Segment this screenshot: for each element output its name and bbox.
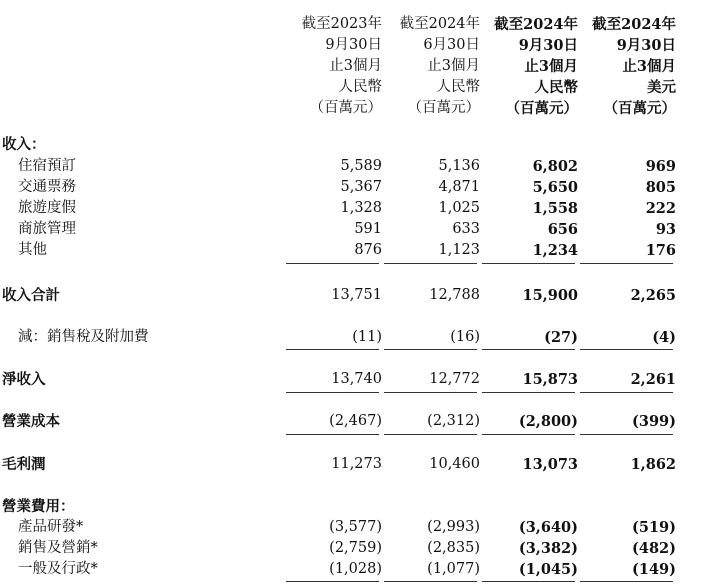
row-label: 住宿預訂 [18, 158, 76, 174]
cell-value: 13,740 [331, 371, 382, 387]
column-header-line: 9月30日 [325, 37, 382, 53]
column-header-line: 人民幣 [436, 79, 480, 95]
column-header-line: 止3個月 [524, 58, 578, 75]
subtotal-rule [482, 349, 575, 350]
row-label: 淨收入 [2, 371, 46, 388]
cell-value: 176 [645, 242, 676, 259]
column-header-line: 美元 [647, 79, 676, 96]
row-label: 營業成本 [2, 413, 60, 430]
table-row-total-revenue [0, 285, 704, 306]
cell-value: (11) [352, 329, 382, 345]
cell-value: 2,265 [630, 287, 676, 304]
column-header-line: （百萬元） [603, 100, 676, 117]
column-header-line: （百萬元） [407, 100, 480, 116]
subtotal-rule [384, 581, 477, 582]
table-row-accommodation [0, 156, 704, 177]
cell-value: (3,640) [518, 519, 578, 536]
cell-value: (482) [632, 540, 676, 557]
column-header-q3-2023 [286, 14, 382, 119]
cell-value: 93 [655, 221, 676, 238]
row-label: 銷售及營銷* [18, 540, 98, 556]
cell-value: (149) [632, 561, 676, 578]
subtotal-rule [286, 392, 379, 393]
cell-value: 12,788 [429, 287, 480, 303]
cell-value: 15,900 [522, 287, 578, 304]
cell-value: 1,862 [630, 456, 676, 473]
table-row-opex-header [0, 496, 704, 517]
column-header-line: 9月30日 [616, 37, 676, 54]
cell-value: 805 [645, 179, 676, 196]
row-label: 交通票務 [18, 179, 76, 195]
column-header-line: （百萬元） [505, 100, 578, 117]
subtotal-rule [482, 392, 575, 393]
table-row-revenue-header [0, 134, 704, 155]
row-label: 收入合計 [2, 287, 60, 304]
cell-value: (519) [632, 519, 676, 536]
column-header-q2-2024 [384, 14, 480, 119]
cell-value: 969 [645, 158, 676, 175]
cell-value: 6,802 [532, 158, 578, 175]
row-label: 商旅管理 [18, 221, 76, 237]
subtotal-rule [384, 434, 477, 435]
column-header-line: 止3個月 [622, 58, 676, 75]
subtotal-rule [286, 581, 379, 582]
cell-value: 5,367 [340, 179, 382, 195]
cell-value: (2,800) [518, 413, 578, 430]
cell-value: 1,234 [532, 242, 578, 259]
table-row-product-development [0, 517, 704, 538]
column-header-line: 截至2024年 [592, 16, 676, 33]
cell-value: (3,382) [518, 540, 578, 557]
cell-value: 1,328 [340, 200, 382, 216]
subtotal-rule [580, 434, 673, 435]
table-row-others [0, 240, 704, 261]
subtotal-rule [384, 263, 477, 264]
cell-value: 5,650 [532, 179, 578, 196]
column-header-q3-2024-usd [580, 14, 676, 119]
table-row-net-revenue [0, 369, 704, 390]
subtotal-rule [384, 349, 477, 350]
table-row-gross-profit [0, 454, 704, 475]
cell-value: 222 [645, 200, 676, 217]
cell-value: 1,025 [438, 200, 480, 216]
table-row-sales-marketing [0, 538, 704, 559]
row-label: 毛利潤 [2, 456, 46, 473]
table-row-sales-tax [0, 327, 704, 348]
table-row-general-admin [0, 559, 704, 580]
cell-value: (1,045) [518, 561, 578, 578]
row-label: 營業費用： [2, 498, 75, 515]
subtotal-rule [286, 263, 379, 264]
column-header-line: 9月30日 [518, 37, 578, 54]
subtotal-rule [580, 263, 673, 264]
row-label: 一般及行政* [18, 561, 98, 577]
cell-value: 1,558 [532, 200, 578, 217]
cell-value: 15,873 [522, 371, 578, 388]
subtotal-rule [384, 392, 477, 393]
cell-value: 591 [354, 221, 382, 237]
row-label: 產品研發* [18, 519, 84, 535]
cell-value: (1,077) [427, 561, 480, 577]
subtotal-rule [482, 581, 575, 582]
cell-value: 656 [547, 221, 578, 238]
cell-value: (4) [652, 329, 676, 346]
subtotal-rule [482, 263, 575, 264]
subtotal-rule [286, 434, 379, 435]
table-row-packaged-tours [0, 198, 704, 219]
cell-value: (3,577) [329, 519, 382, 535]
cell-value: (399) [632, 413, 676, 430]
cell-value: 13,073 [522, 456, 578, 473]
column-header-line: 人民幣 [338, 79, 382, 95]
cell-value: 5,589 [340, 158, 382, 174]
cell-value: (2,835) [427, 540, 480, 556]
subtotal-rule [580, 392, 673, 393]
column-header-line: 止3個月 [427, 58, 480, 74]
cell-value: 4,871 [438, 179, 480, 195]
cell-value: 633 [452, 221, 480, 237]
cell-value: 2,261 [630, 371, 676, 388]
column-header-line: 截至2024年 [399, 16, 480, 32]
column-header-q3-2024-rmb [482, 14, 578, 119]
cell-value: 5,136 [438, 158, 480, 174]
subtotal-rule [286, 349, 379, 350]
row-label: 收入： [2, 136, 46, 153]
column-header-line: 截至2023年 [301, 16, 382, 32]
cell-value: (2,993) [427, 519, 480, 535]
column-header-line: 6月30日 [423, 37, 480, 53]
subtotal-rule [580, 581, 673, 582]
column-header-line: 人民幣 [534, 79, 578, 96]
cell-value: (27) [544, 329, 578, 346]
cell-value: (1,028) [329, 561, 382, 577]
row-label: 旅遊度假 [18, 200, 76, 216]
cell-value: 1,123 [438, 242, 480, 258]
cell-value: 11,273 [331, 456, 382, 472]
cell-value: 13,751 [331, 287, 382, 303]
cell-value: (2,312) [427, 413, 480, 429]
row-label: 其他 [18, 242, 47, 258]
column-header-line: （百萬元） [309, 100, 382, 116]
column-header-line: 截至2024年 [494, 16, 578, 33]
cell-value: (2,759) [329, 540, 382, 556]
cell-value: (2,467) [329, 413, 382, 429]
cell-value: 876 [354, 242, 382, 258]
table-row-corporate-travel [0, 219, 704, 240]
table-row-cost-of-revenue [0, 411, 704, 432]
column-header-line: 止3個月 [329, 58, 382, 74]
row-label: 減：銷售稅及附加費 [18, 329, 149, 345]
subtotal-rule [580, 349, 673, 350]
subtotal-rule [482, 434, 575, 435]
cell-value: 12,772 [429, 371, 480, 387]
table-row-transportation [0, 177, 704, 198]
cell-value: 10,460 [429, 456, 480, 472]
cell-value: (16) [450, 329, 480, 345]
